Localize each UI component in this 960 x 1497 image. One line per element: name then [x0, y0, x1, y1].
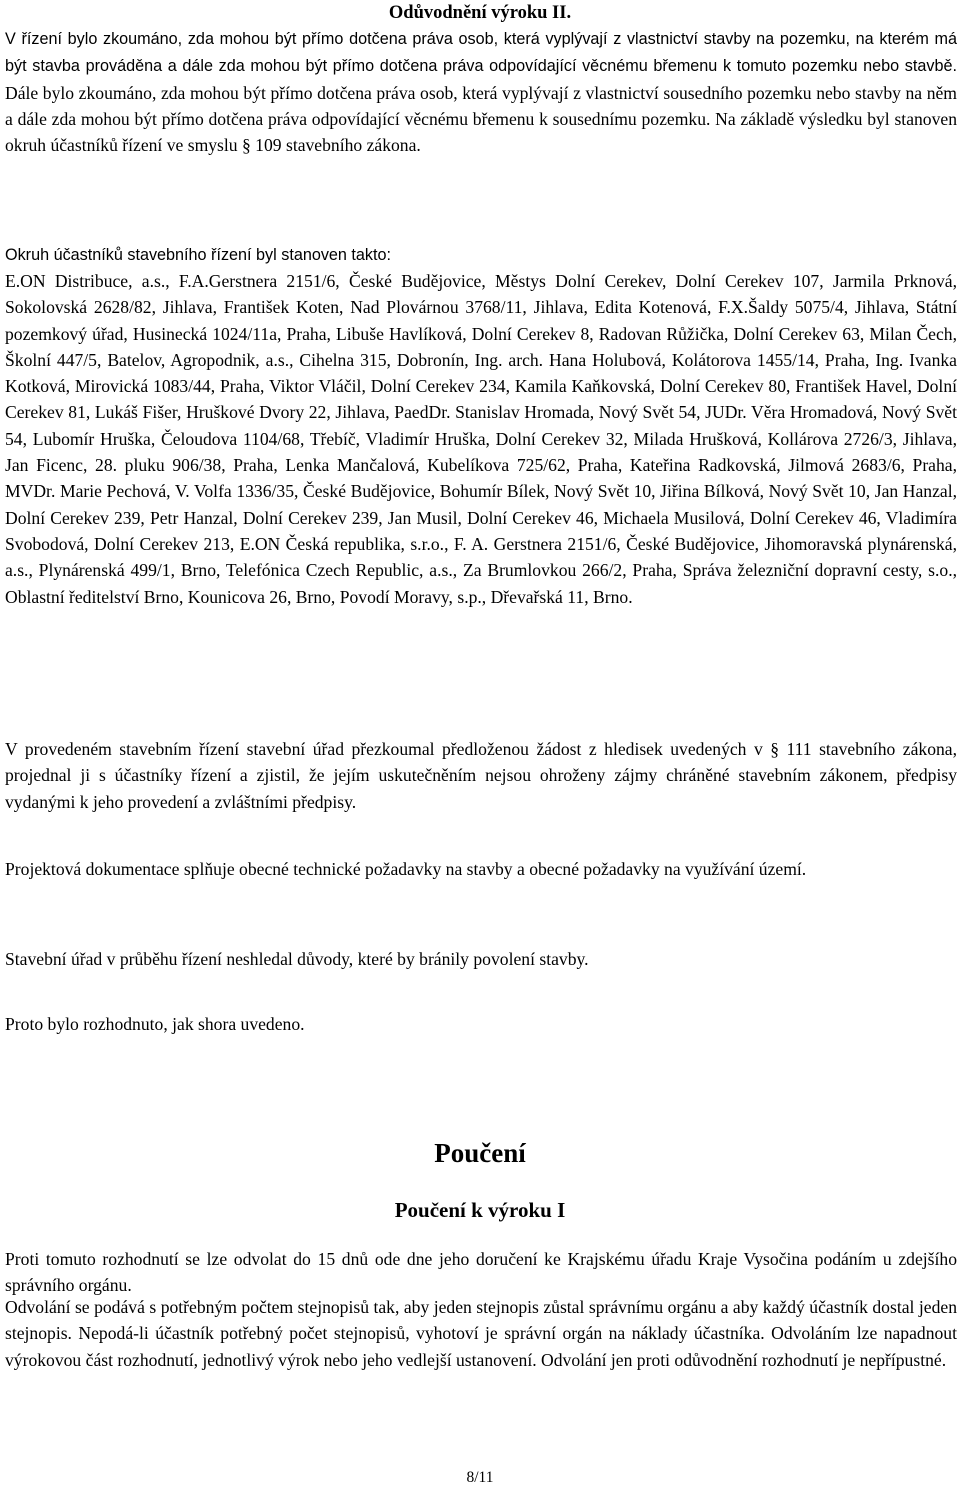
instruction-heading: Poučení: [434, 1138, 526, 1168]
paragraph-no-reasons: Stavební úřad v průběhu řízení neshledal důvody, které by bránily povolení stavby.: [5, 949, 589, 969]
instruction-paragraph-1: Proti tomuto rozhodnutí se lze odvolat do 15 dnů ode dne jeho doručení ke Krajskému úřadu Kraje Vysočina podáním u zdejšího správního orgánu.: [5, 1249, 957, 1296]
paragraph-review: V provedeném stavebním řízení stavební úřad přezkoumal předloženou žádost z hledisek uvedených v § 111 stavebního zákona, projednal ji s účastníky řízení a zjistil, že jejím uskutečněním nejsou ohroženy zájmy chráněné stavebním zákonem, předpisy vydanými k jeho provedení a zvláštními předpisy.: [5, 739, 957, 812]
participants-list: E.ON Distribuce, a.s., F.A.Gerstnera 2151/6, České Budějovice, Městys Dolní Cerekev, Dolní Cerekev 107, Jarmila Prknová, Sokolovská 2628/82, Jihlava, František Koten, Nad Plovárnou 3768/11, Jihlava, Edita Kotenová, F.X.Šaldy 5075/4, Jihlava, Státní pozemkový úřad, Husinecká 1024/11a, Praha, Libuše Havlíková, Dolní Cerekev 8, Radovan Růžička, Dolní Cerekev 63, Milan Čech, Školní 447/5, Batelov, Agropodnik, a.s., Cihelna 315, Dobronín, Ing. arch. Hana Holubová, Kolátorova 1455/14, Praha, Ing. Ivanka Kotková, Mirovická 1083/44, Praha, Viktor Vláčil, Dolní Cerekev 234, Kamila Kaňkovská, Dolní Cerekev 80, František Havel, Dolní Cerekev 81, Lukáš Fišer, Hruškové Dvory 22, Jihlava, PaedDr. Stanislav Hromada, Nový Svět 54, JUDr. Věra Hromadová, Nový Svět 54, Lubomír Hruška, Čeloudova 1104/68, Třebíč, Vladimír Hruška, Dolní Cerekev 32, Milada Hrušková, Kollárova 2726/3, Jihlava, Jan Ficenc, 28. pluku 906/38, Praha, Lenka Mančalová, Kubelíkova 725/62, Praha, Kateřina Radkovská, Jilmová 2683/6, Praha, MVDr. Marie Pechová, V. Volfa 1336/35, České Budějovice, Bohumír Bílek, Nový Svět 10, Jiřina Bílková, Nový Svět 10, Jan Hanzal, Dolní Cerekev 239, Petr Hanzal, Dolní Cerekev 239, Jan Musil, Dolní Cerekev 46, Michaela Musilová, Dolní Cerekev 46, Vladimíra Svobodová, Dolní Cerekev 213, E.ON Česká republika, s.r.o., F. A. Gerstnera 2151/6, České Budějovice, Jihomoravská plynárenská, a.s., Plynárenská 499/1, Brno, Telefónica Czech Republic, a.s., Za Brumlovkou 266/2, Praha, Správa železniční dopravní cesty, s.o., Oblastní ředitelství Brno, Kounicova 26, Brno, Povodí Moravy, s.p., Dřevařská 11, Brno.: [5, 271, 957, 607]
participants-heading: Okruh účastníků stavebního řízení byl stanoven takto:: [5, 246, 392, 264]
instruction-paragraph-2: Odvolání se podává s potřebným počtem stejnopisů tak, aby jeden stejnopis zůstal správnímu orgánu a aby každý účastník dostal jeden stejnopis. Nepodá-li účastník potřebný počet stejnopisů, vyhotoví je správní orgán na náklady účastníka. Odvoláním lze napadnout výrokovou část rozhodnutí, jednotlivý výrok nebo jeho vedlejší ustanovení. Odvolání jen proti odůvodnění rozhodnutí je nepřípustné.: [5, 1297, 957, 1370]
page-number: 8/11: [466, 1469, 494, 1486]
paragraph-decided: Proto bylo rozhodnuto, jak shora uvedeno.: [5, 1014, 305, 1034]
intro-sans-text: V řízení bylo zkoumáno, zda mohou být přímo dotčena práva osob, která vyplývají z vlastnictví stavby na pozemku, na kterém má být stavba prováděna a dále zda mohou být přímo dotčena práva odpovídající věcnému břemenu k tomuto pozemku nebo stavbě.: [5, 30, 957, 76]
instruction-subheading: Poučení k výroku I: [394, 1198, 566, 1222]
section-heading-odůvodnění: Odůvodnění výroku II.: [388, 3, 572, 23]
paragraph-project: Projektová dokumentace splňuje obecné technické požadavky na stavby a obecné požadavky na využívání území.: [5, 859, 807, 879]
intro-paragraph: [5, 26, 957, 158]
intro-serif-text: Dále bylo zkoumáno, zda mohou být přímo dotčena práva osob, která vyplývají z vlastnictví sousedního pozemku nebo stavby na něm a dále zda mohou být přímo dotčena práva odpovídající věcnému břemenu k sousednímu pozemku. Na základě výsledku byl stanoven okruh účastníků řízení ve smyslu § 109 stavebního zákona.: [5, 82, 957, 156]
